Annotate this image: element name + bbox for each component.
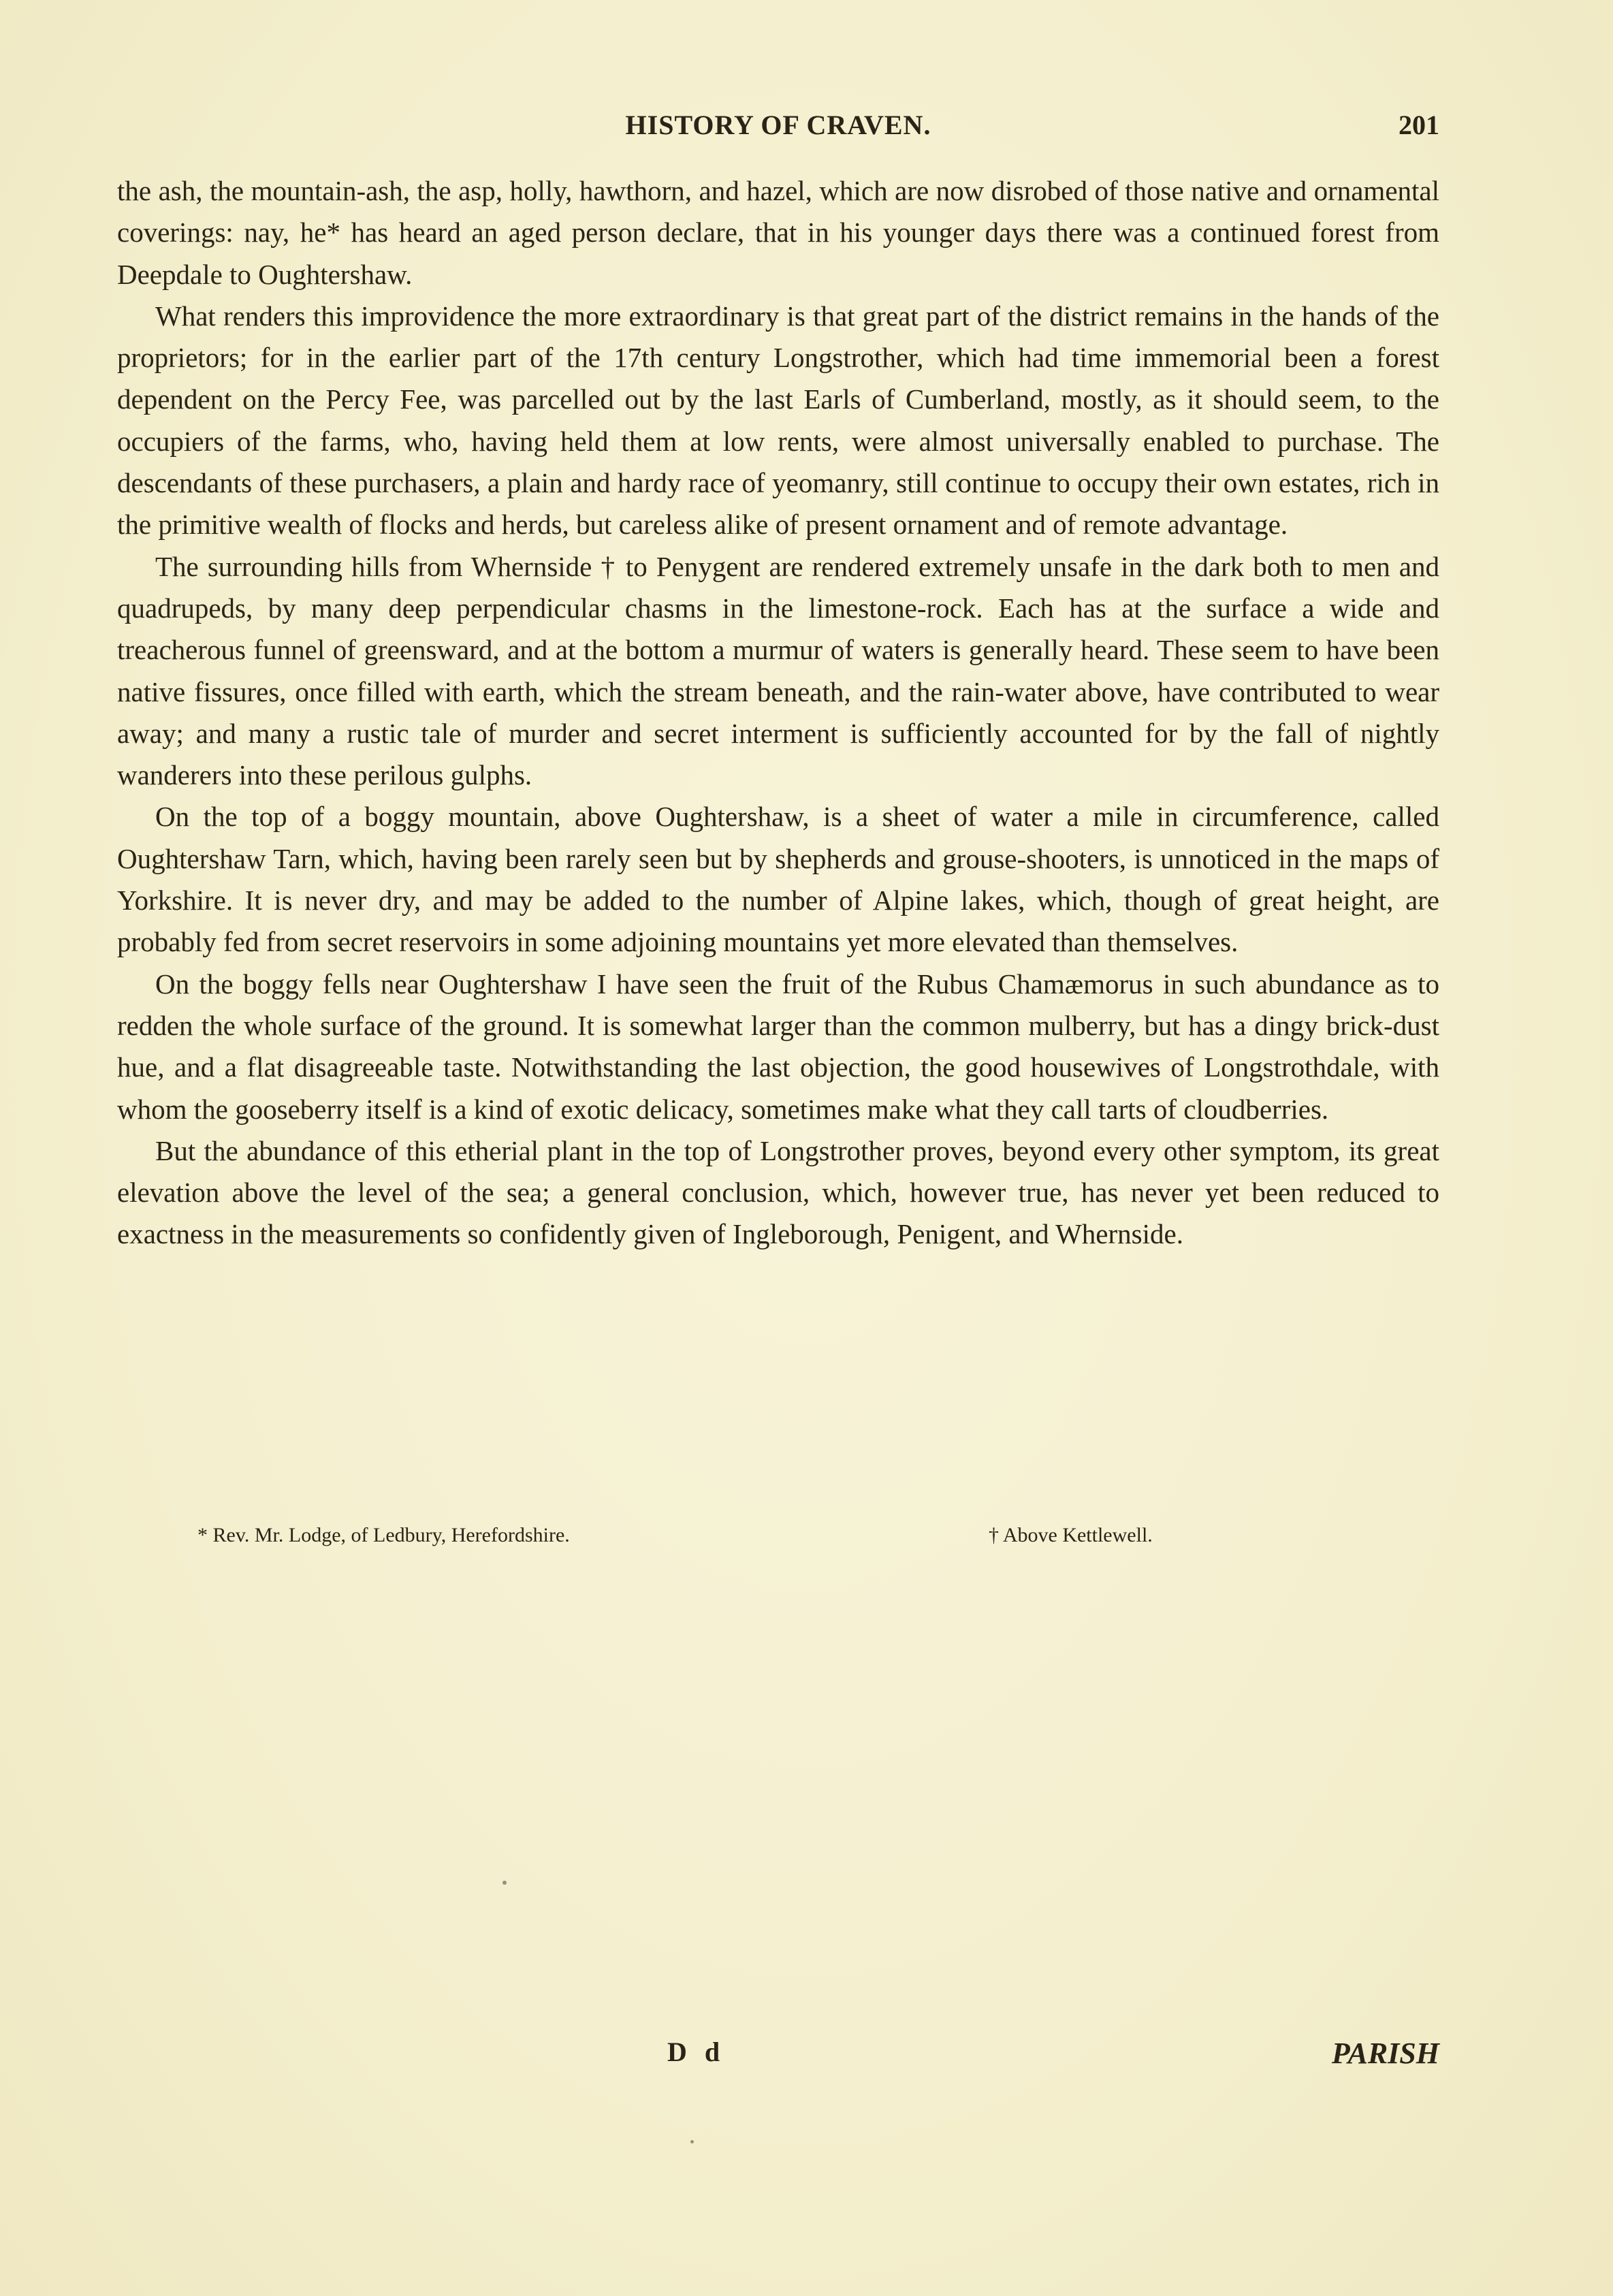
signature-mark: D d — [667, 2037, 726, 2067]
paper-speck — [690, 2140, 694, 2143]
running-title: HISTORY OF CRAVEN. — [625, 110, 931, 140]
footnotes — [117, 1524, 1439, 1558]
paragraph: But the abundance of this etherial plant in the top of Longstrother proves, beyond every other symptom, its great elevation above the level of the sea; a general conclusion, which, however true, has never yet been reduced to exactness in the measurements so confidently given of Ingleborough, Penigent, and Whernside. — [117, 1134, 1439, 1250]
paragraph: the ash, the mountain-ash, the asp, holly, hawthorn, and hazel, which are now disrobed of those native and ornamental coverings: nay, he* has heard an aged person declare, that in his younger days there was a continued forest from Deepdale to Oughtershaw. — [117, 175, 1439, 290]
page-number: 201 — [1399, 110, 1439, 140]
page-header — [117, 109, 1439, 150]
paragraph: What renders this improvidence the more extraordinary is that great part of the district remains in the hands of the proprietors; for in the earlier part of the 17th century Longstrother, which had time immemorial been a forest dependent on the Percy Fee, was parcelled out by the last Earls of Cumberland, mostly, as it should seem, to the occupiers of the farms, who, having held them at low rents, were almost universally enabled to purchase. The descendants of these purchasers, a plain and hardy race of yeomanry, still continue to occupy their own estates, rich in the primitive wealth of flocks and herds, but careless alike of present ornament and of remote advantage. — [117, 300, 1439, 541]
paper-speck — [502, 1881, 507, 1885]
paragraph: On the top of a boggy mountain, above Oughtershaw, is a sheet of water a mile in circumference, called Oughtershaw Tarn, which, having been rarely seen but by shepherds and grouse-shooters, is unnoticed in the maps of Yorkshire. It is never dry, and may be added to the number of Alpine lakes, which, though of great height, are probably fed from secret reservoirs in some adjoining mountains yet more elevated than themselves. — [117, 801, 1439, 958]
footnote-kettlewell: † Above Kettlewell. — [989, 1524, 1153, 1546]
page-footer — [117, 2036, 1439, 2084]
paragraph: The surrounding hills from Whernside † to Penygent are rendered extremely unsafe in the dark both to men and quadrupeds, by many deep perpendicular chasms in the limestone-rock. Each has at the surface a wide and treacherous funnel of greensward, and at the bottom a murmur of waters is generally heard. These seem to have been native fissures, once filled with earth, which the stream beneath, and the rain-water above, have contributed to wear away; and many a rustic tale of murder and secret interment is sufficiently accounted for by the fall of nightly wanderers into these perilous gulphs. — [117, 550, 1439, 791]
body-text — [117, 170, 1439, 1256]
footnote-lodge: * Rev. Mr. Lodge, of Ledbury, Herefordshire. — [197, 1524, 570, 1546]
paragraph: On the boggy fells near Oughtershaw I have seen the fruit of the Rubus Chamæmorus in such abundance as to redden the whole surface of the ground. It is somewhat larger than the common mulberry, but has a dingy brick-dust hue, and a flat disagreeable taste. Notwithstanding the last objection, the good housewives of Longstrothdale, with whom the gooseberry itself is a kind of exotic delicacy, sometimes make what they call tarts of cloudberries. — [117, 968, 1439, 1125]
catchword: PARISH — [1331, 2037, 1439, 2070]
